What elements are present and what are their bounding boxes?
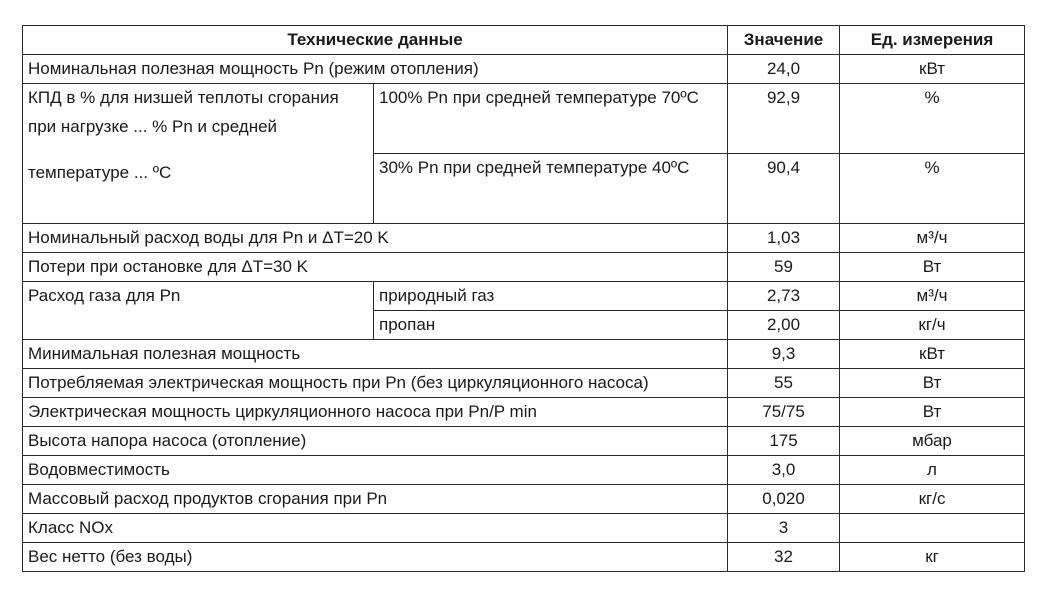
row-value: 92,9 bbox=[728, 84, 840, 154]
table-row bbox=[23, 55, 1025, 84]
header-unit: Ед. измерения bbox=[840, 26, 1025, 55]
kpd-label-line: температуре ... ºС bbox=[28, 163, 172, 182]
row-sublabel: природный газ bbox=[374, 282, 728, 311]
row-unit: л bbox=[840, 456, 1025, 485]
row-label: Потребляемая электрическая мощность при Pn (без циркуляционного насоса) bbox=[23, 369, 728, 398]
row-value: 1,03 bbox=[728, 224, 840, 253]
row-value: 3,0 bbox=[728, 456, 840, 485]
row-unit: кВт bbox=[840, 340, 1025, 369]
header-value: Значение bbox=[728, 26, 840, 55]
table-row bbox=[23, 456, 1025, 485]
row-label: Массовый расход продуктов сгорания при Pn bbox=[23, 485, 728, 514]
table-row bbox=[23, 253, 1025, 282]
row-label: Номинальный расход воды для Pn и ΔT=20 K bbox=[23, 224, 728, 253]
row-unit: кг/ч bbox=[840, 311, 1025, 340]
row-label: Электрическая мощность циркуляционного насоса при Pn/P min bbox=[23, 398, 728, 427]
table-row bbox=[23, 224, 1025, 253]
row-unit: % bbox=[840, 154, 1025, 224]
row-unit: % bbox=[840, 84, 1025, 154]
row-value: 3 bbox=[728, 514, 840, 543]
row-value: 75/75 bbox=[728, 398, 840, 427]
table-row bbox=[23, 398, 1025, 427]
kpd-label bbox=[23, 84, 374, 224]
row-value: 2,73 bbox=[728, 282, 840, 311]
table-row bbox=[23, 369, 1025, 398]
row-unit: кг/с bbox=[840, 485, 1025, 514]
row-value: 32 bbox=[728, 543, 840, 572]
row-value: 90,4 bbox=[728, 154, 840, 224]
row-sublabel: пропан bbox=[374, 311, 728, 340]
row-label: Потери при остановке для ΔT=30 K bbox=[23, 253, 728, 282]
gas-label: Расход газа для Pn bbox=[23, 282, 374, 340]
row-value: 55 bbox=[728, 369, 840, 398]
table-row bbox=[23, 485, 1025, 514]
kpd-label-line: КПД в % для низшей теплоты сгорания bbox=[28, 88, 339, 107]
header-param: Технические данные bbox=[23, 26, 728, 55]
row-unit: Вт bbox=[840, 369, 1025, 398]
row-unit: м³/ч bbox=[840, 282, 1025, 311]
row-label: Водовместимость bbox=[23, 456, 728, 485]
row-value: 59 bbox=[728, 253, 840, 282]
row-sublabel: 100% Pn при средней температуре 70ºС bbox=[374, 84, 728, 154]
row-value: 9,3 bbox=[728, 340, 840, 369]
table-row bbox=[23, 282, 1025, 311]
table-row bbox=[23, 514, 1025, 543]
table-row bbox=[23, 427, 1025, 456]
tech-data-table bbox=[22, 25, 1025, 572]
row-unit: кВт bbox=[840, 55, 1025, 84]
row-unit: мбар bbox=[840, 427, 1025, 456]
row-label: Минимальная полезная мощность bbox=[23, 340, 728, 369]
row-value: 175 bbox=[728, 427, 840, 456]
table-row bbox=[23, 340, 1025, 369]
row-unit: м³/ч bbox=[840, 224, 1025, 253]
row-unit: Вт bbox=[840, 398, 1025, 427]
row-label: Класс NOx bbox=[23, 514, 728, 543]
row-unit bbox=[840, 514, 1025, 543]
table-row bbox=[23, 543, 1025, 572]
row-value: 2,00 bbox=[728, 311, 840, 340]
row-label: Вес нетто (без воды) bbox=[23, 543, 728, 572]
row-unit: Вт bbox=[840, 253, 1025, 282]
row-value: 24,0 bbox=[728, 55, 840, 84]
table-row bbox=[23, 84, 1025, 154]
row-unit: кг bbox=[840, 543, 1025, 572]
row-label: Высота напора насоса (отопление) bbox=[23, 427, 728, 456]
row-label: Номинальная полезная мощность Pn (режим отопления) bbox=[23, 55, 728, 84]
kpd-label-line: при нагрузке ... % Pn и средней bbox=[28, 117, 278, 136]
row-value: 0,020 bbox=[728, 485, 840, 514]
row-sublabel: 30% Pn при средней температуре 40ºС bbox=[374, 154, 728, 224]
